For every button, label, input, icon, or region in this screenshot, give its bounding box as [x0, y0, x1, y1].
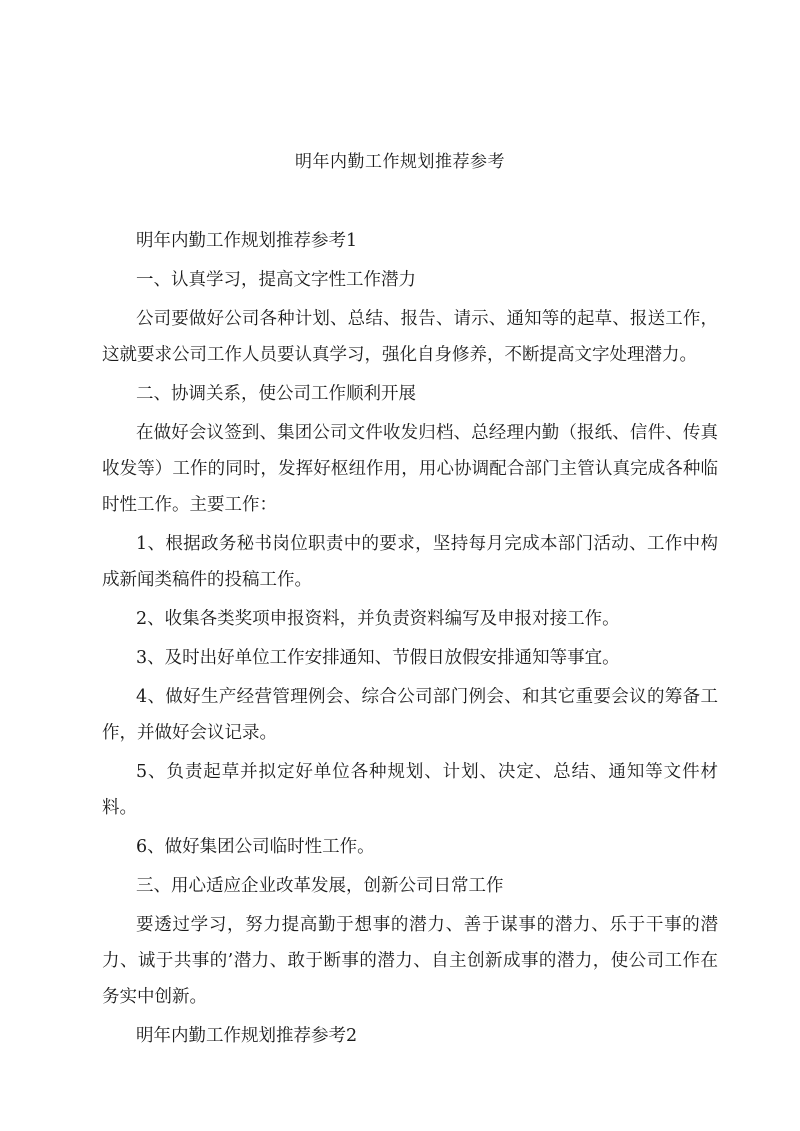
list-item-4: 4、做好生产经营管理例会、综合公司部门例会、和其它重要会议的筹备工作，并做好会议记录。	[102, 687, 718, 743]
subheading-study: 一、认真学习，提高文字性工作潜力	[136, 270, 416, 290]
list-item-6: 6、做好集团公司临时性工作。	[136, 837, 375, 857]
list-item-3: 3、及时出好单位工作安排通知、节假日放假安排通知等事宜。	[136, 648, 620, 668]
subheading-coordinate: 二、协调关系，使公司工作顺利开展	[136, 384, 416, 404]
section-heading-2: 明年内勤工作规划推荐参考2	[136, 1026, 358, 1046]
list-item-2: 2、收集各类奖项申报资料，并负责资料编写及申报对接工作。	[136, 609, 620, 629]
document-title: 明年内勤工作规划推荐参考	[295, 152, 505, 172]
paragraph-coordinate: 在做好会议签到、集团公司文件收发归档、总经理内勤（报纸、信件、传真收发等）工作的同时，发挥好枢纽作用，用心协调配合部门主管认真完成各种临时性工作。主要工作：	[102, 423, 718, 515]
subheading-innovate: 三、用心适应企业改革发展，创新公司日常工作	[136, 876, 504, 896]
paragraph-innovate: 要透过学习，努力提高勤于想事的潜力、善于谋事的潜力、乐于干事的潜力、诚于共事的’潜力、敢于断事的潜力、自主创新成事的潜力，使公司工作在务实中创新。	[102, 915, 718, 1007]
section-heading-1: 明年内勤工作规划推荐参考1	[136, 231, 358, 251]
document-body	[102, 223, 718, 1054]
list-item-5: 5、负责起草并拟定好单位各种规划、计划、决定、总结、通知等文件材料。	[102, 762, 718, 818]
list-item-1: 1、根据政务秘书岗位职责中的要求，坚持每月完成本部门活动、工作中构成新闻类稿件的投稿工作。	[102, 534, 718, 590]
paragraph-study: 公司要做好公司各种计划、总结、报告、请示、通知等的起草、报送工作，这就要求公司工作人员要认真学习，强化自身修养，不断提高文字处理潜力。	[102, 309, 718, 365]
